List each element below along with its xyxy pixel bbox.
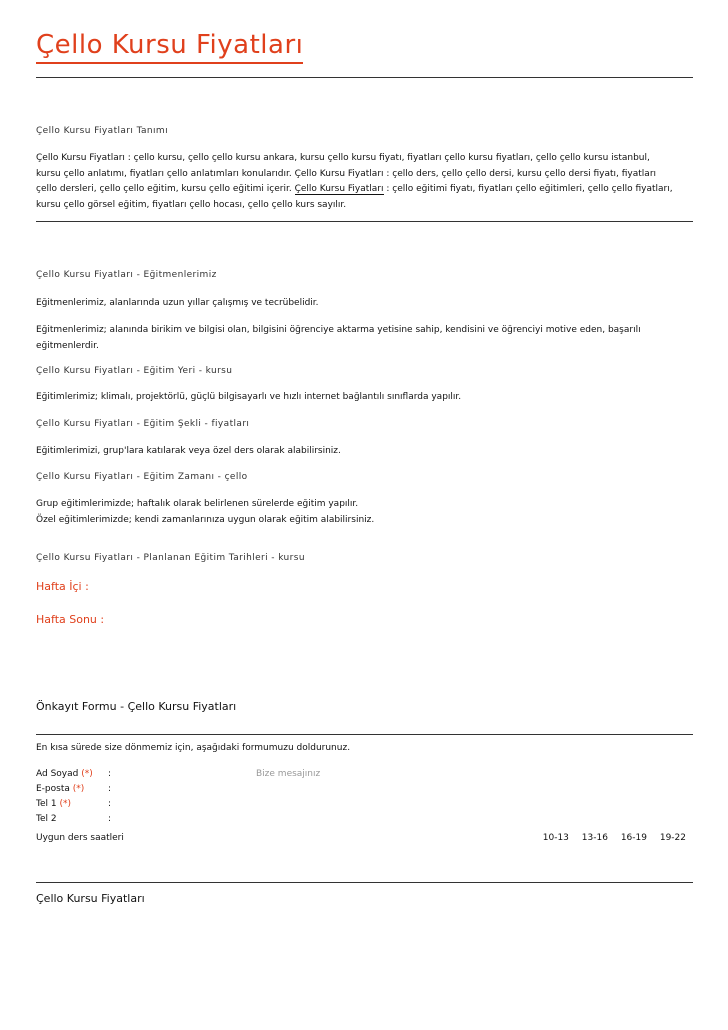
slot-option[interactable]: 13-16 <box>581 833 608 843</box>
format-paragraph: Eğitimlerimizi, grup'lara katılarak veya özel ders olarak alabilirsiniz. <box>36 446 341 456</box>
intro-heading: Çello Kursu Fiyatları Tanımı <box>36 126 168 136</box>
dates-heading: Çello Kursu Fiyatları - Planlanan Eğitim Tarihleri - kursu <box>36 553 305 563</box>
divider <box>36 882 693 883</box>
trainers-paragraph: Eğitmenlerimiz, alanlarında uzun yıllar çalışmış ve tecrübelidir. <box>36 298 319 308</box>
divider <box>36 734 693 735</box>
location-heading: Çello Kursu Fiyatları - Eğitim Yeri - kursu <box>36 366 233 376</box>
weekend-label: Hafta Sonu : <box>36 613 105 626</box>
intro-paragraph <box>36 151 696 213</box>
trainers-paragraph-2: Eğitmenlerimiz; alanında birikim ve bilgisi olan, bilgisini öğrenciye aktarma yetisine sahip, kendisini ve öğrenciyi motive eden, başarılı eğitmenlerdir. <box>36 325 641 351</box>
name-field[interactable]: Ad Soyad (*) : <box>36 769 112 779</box>
form-title: Önkayıt Formu - Çello Kursu Fiyatları <box>36 700 237 713</box>
intro-line: Çello Kursu Fiyatları : çello kursu, çello çello kursu ankara, kursu çello kursu fiyatı, fiyatları çello kursu fiyatları, çello çello kursu istanbul, <box>36 153 650 163</box>
slot-option[interactable]: 16-19 <box>620 833 647 843</box>
location-paragraph: Eğitimlerimiz; klimalı, projektörlü, güçlü bilgisayarlı ve hızlı internet bağlantılı sınıflarda yapılır. <box>36 392 462 402</box>
intro-line: kursu çello görsel eğitim, fiyatları çello hocası, çello çello kurs sayılır. <box>36 199 347 210</box>
divider <box>36 221 693 222</box>
message-input[interactable]: Bize mesajınız <box>256 769 321 779</box>
weekday-label: Hafta İçi : <box>36 580 89 593</box>
email-field[interactable]: E-posta (*) : <box>36 784 112 794</box>
slot-option[interactable]: 19-22 <box>659 833 686 843</box>
format-heading: Çello Kursu Fiyatları - Eğitim Şekli - fiyatları <box>36 419 250 429</box>
footer-title: Çello Kursu Fiyatları <box>36 892 145 905</box>
hours-label: Uygun ders saatleri <box>36 833 124 843</box>
form-intro: En kısa sürede size dönmemiz için, aşağıdaki formumuzu doldurunuz. <box>36 743 351 753</box>
time-heading: Çello Kursu Fiyatları - Eğitim Zamanı - çello <box>36 472 248 482</box>
trainers-heading: Çello Kursu Fiyatları - Eğitmenlerimiz <box>36 270 217 280</box>
phone2-field[interactable]: Tel 2 : <box>36 814 112 824</box>
intro-link[interactable]: Çello Kursu Fiyatları <box>294 184 384 194</box>
time-paragraph: Grup eğitimlerimizde; haftalık olarak belirlenen sürelerde eğitim yapılır. Özel eğitimlerimizde; kendi zamanlarınıza uygun olarak eğitim alabilirsiniz. <box>36 499 375 525</box>
phone1-field[interactable]: Tel 1 (*) : <box>36 799 112 809</box>
slot-option[interactable]: 10-13 <box>542 833 569 843</box>
intro-line: kursu çello anlatımı, fiyatları çello anlatımları konularıdır. Çello Kursu Fiyatları : çello ders, çello çello dersi, kursu çello dersi fiyatı, fiyatları <box>36 168 657 179</box>
intro-line: çello dersleri, çello çello eğitim, kursu çello eğitimi içerir. Çello Kursu Fiyatları : çello eğitimi fiyatı, fiyatları çello eğitimleri, çello çello fiyatları, <box>36 184 673 194</box>
page-title: Çello Kursu Fiyatları <box>36 28 303 64</box>
divider <box>36 77 693 78</box>
hour-slots <box>533 833 686 843</box>
